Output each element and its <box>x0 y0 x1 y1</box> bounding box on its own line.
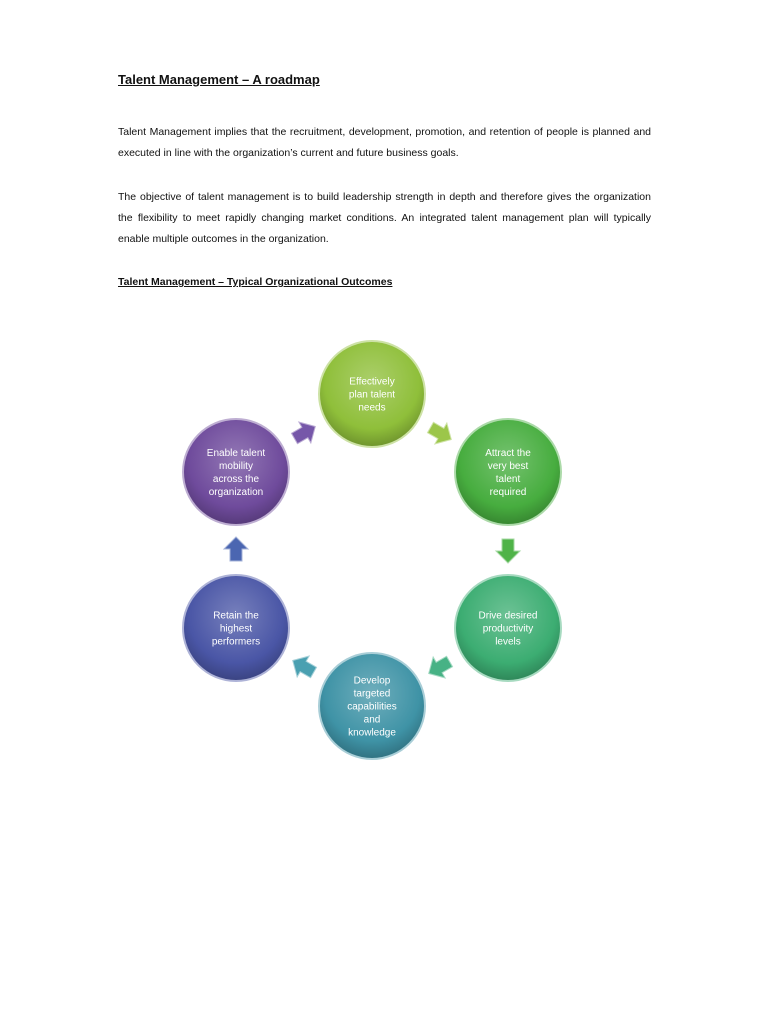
node-label-line: very best <box>487 461 529 472</box>
node-label-line: Develop <box>353 675 391 687</box>
node-label-line: productivity <box>482 623 534 635</box>
cycle-node-5 <box>182 574 290 682</box>
cycle-arrow-1 <box>424 417 457 450</box>
node-label-line: capabilities <box>347 701 397 713</box>
node-label-line: needs <box>358 402 386 414</box>
node-label-line: required <box>489 487 527 498</box>
node-label-line: Drive desired <box>478 610 538 622</box>
node-label-line: Enable talent <box>206 448 266 459</box>
cycle-node-2 <box>454 418 562 526</box>
cycle-node-3 <box>454 574 562 682</box>
outcomes-subtitle: Talent Management – Typical Organizational Outcomes <box>118 276 393 288</box>
objective-paragraph: The objective of talent management is to build leadership strength in depth and therefore gives the organization the flexibility to meet rapidly changing market conditions. An integrated talent management plan will typically enable multiple outcomes in the organization. <box>118 191 651 245</box>
node-label-line: targeted <box>353 688 391 700</box>
node-label-line: across the <box>212 474 260 485</box>
node-label-line: organization <box>208 487 264 498</box>
cycle-arrow-3 <box>423 651 456 684</box>
cycle-node-6 <box>182 418 290 526</box>
cycle-node-1 <box>318 340 426 448</box>
node-circle <box>456 420 560 524</box>
node-label-line: talent <box>495 474 521 485</box>
node-circle <box>184 420 288 524</box>
node-label-line: Attract the <box>485 448 531 459</box>
document-title: Talent Management – A roadmap <box>118 72 320 87</box>
node-label-line: performers <box>211 636 261 648</box>
node-label-line: mobility <box>219 461 253 472</box>
cycle-arrow-2 <box>496 539 520 563</box>
node-label-line: and <box>363 714 381 726</box>
intro-paragraph: Talent Management implies that the recruitment, development, promotion, and retention of people is planned and executed in line with the organization’s current and future business goals. <box>118 126 651 159</box>
node-label-line: highest <box>219 623 253 635</box>
node-label-line: plan talent <box>348 389 396 401</box>
cycle-arrow-5 <box>224 537 248 561</box>
cycle-arrow-4 <box>287 650 320 683</box>
node-label-line: knowledge <box>348 727 396 739</box>
cycle-node-4 <box>318 652 426 760</box>
node-label-line: Retain the <box>213 610 259 622</box>
cycle-arrow-6 <box>288 416 321 449</box>
node-label-line: levels <box>495 636 521 648</box>
node-label-line: Effectively <box>349 376 395 388</box>
